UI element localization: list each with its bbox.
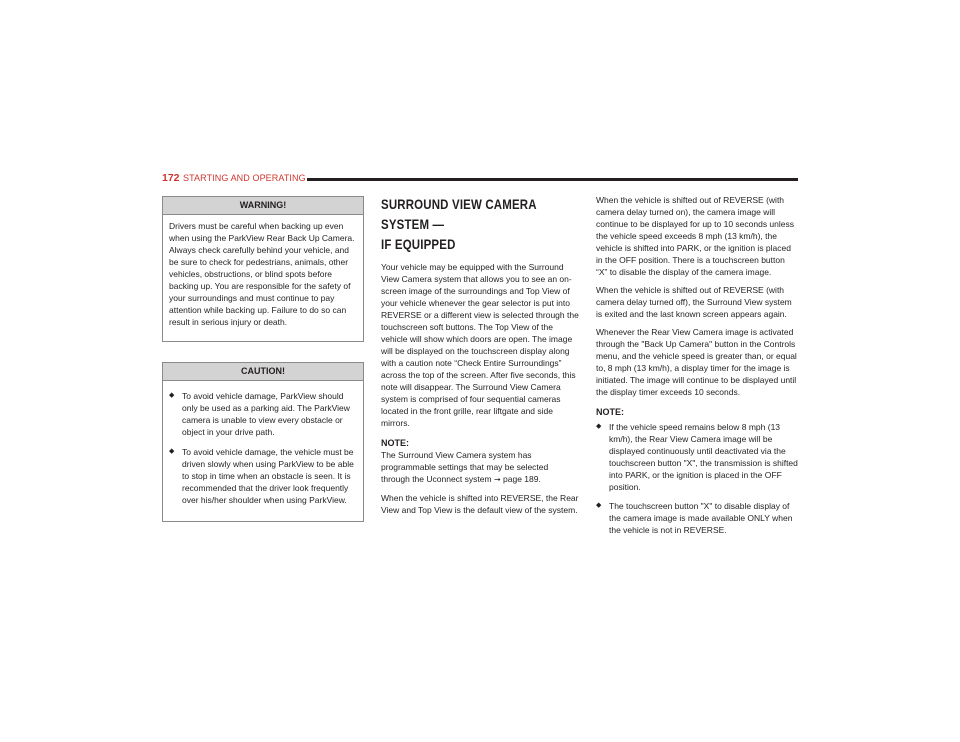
caution-item: ◆ To avoid vehicle damage, ParkView should only be used as a parking aid. The ParkView camera is unable to view every obstacle or object in your drive path. (169, 390, 357, 438)
caution-list (169, 390, 357, 506)
note-list (596, 421, 798, 536)
header-rule (307, 178, 798, 181)
backup-camera-paragraph: Whenever the Rear View Camera image is activated through the "Back Up Camera" button in the Controls menu, and the vehicle speed is greater than, or equal to, 8 mph (13 km/h), a display timer for the image is initiated. The image will continue to be displayed until the display timer exceeds 10 seconds. (596, 327, 797, 397)
section-title-line2: IF EQUIPPED (381, 236, 456, 252)
middle-column (381, 194, 579, 522)
header-section-name: STARTING AND OPERATING (183, 173, 306, 183)
note-item: ◆ The touchscreen button "X" to disable display of the camera image is made available ONLY when the vehicle is not in REVERSE. (596, 500, 798, 536)
page-header (162, 172, 798, 188)
page-reference-link[interactable]: page 189. (503, 474, 541, 484)
section-title-line1: SURROUND VIEW CAMERA SYSTEM — (381, 196, 537, 232)
delay-off-paragraph: When the vehicle is shifted out of REVERSE (with camera delay turned off), the Surround View system is exited and the last known screen appears again. (596, 285, 792, 319)
right-column (596, 194, 798, 543)
note-item: ◆ If the vehicle speed remains below 8 mph (13 km/h), the Rear View Camera image will be displayed continuously until deactivated via the touchscreen button "X", the transmission is shifted into PARK, or the ignition is placed in the OFF position. (596, 421, 798, 493)
warning-title: WARNING! (163, 197, 363, 215)
caution-title: CAUTION! (163, 363, 363, 381)
note-label: NOTE: (381, 438, 409, 448)
caution-item: ◆ To avoid vehicle damage, the vehicle must be driven slowly when using ParkView to be able to stop in time when an obstacle is seen. It is recommended that the driver look frequently over his/her shoulder when using ParkView. (169, 446, 357, 506)
delay-on-paragraph: When the vehicle is shifted out of REVERSE (with camera delay turned on), the camera image will continue to be displayed for up to 10 seconds unless the vehicle speed exceeds 8 mph (13 km/h), the vehicle is shifted into PARK, or the ignition is placed in the OFF position. There is a touchscreen button “X” to disable the display of the camera image. (596, 195, 794, 277)
intro-paragraph: Your vehicle may be equipped with the Surround View Camera system that allows you to see an on-screen image of the surroundings and Top View of your vehicle whenever the gear selector is put into REVERSE or a different view is selected through the touchscreen soft buttons. The Top View of the vehicle will show which doors are open. The image will be displayed on the touchscreen display along with a caution note “Check Entire Surroundings” across the top of the screen. After five seconds, this note will disappear. The Surround View Camera system is comprised of four sequential cameras located in the front grille, rear liftgate and side mirrors. (381, 262, 579, 428)
warning-box (162, 196, 364, 342)
caution-box (162, 362, 364, 522)
page-number: 172 (162, 172, 180, 184)
section-title (381, 194, 578, 254)
warning-text: Drivers must be careful when backing up even when using the ParkView Rear Back Up Camera. Always check carefully behind your vehicle, and be sure to check for pedestrians, animals, other vehicles, obstructions, or blind spots before backing up. You are responsible for the safety of your surroundings and must continue to pay attention while backing up. Failure to do so can result in serious injury or death. (169, 221, 355, 327)
note-text: The Surround View Camera system has programmable settings that may be selected through the Uconnect system (381, 450, 549, 484)
reverse-paragraph: When the vehicle is shifted into REVERSE, the Rear View and Top View is the default view of the system. (381, 493, 579, 515)
note-label: NOTE: (596, 407, 624, 417)
page-ref-arrow-icon: ➞ (493, 475, 501, 484)
note-paragraph (381, 449, 579, 486)
left-column (162, 196, 364, 522)
